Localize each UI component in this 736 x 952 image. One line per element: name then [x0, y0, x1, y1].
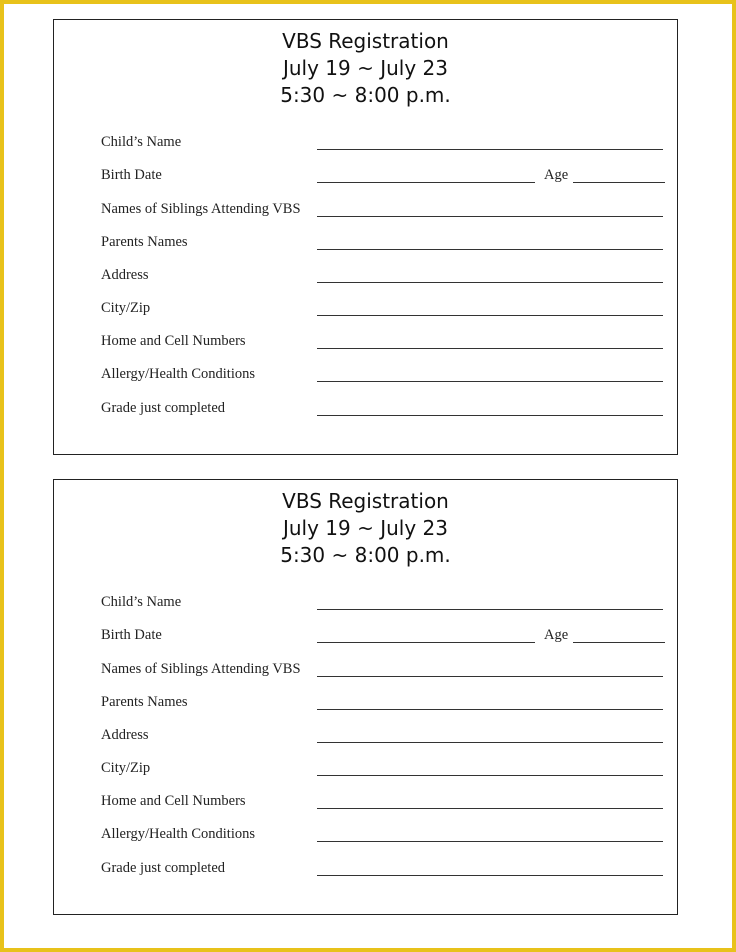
age-field[interactable] [573, 182, 665, 183]
field-label: Allergy/Health Conditions [101, 366, 255, 382]
city-zip-field[interactable] [317, 315, 663, 316]
field-row-childs-name [101, 594, 663, 614]
phone-numbers-field[interactable] [317, 348, 663, 349]
field-row-address [101, 727, 663, 747]
form-dates: July 19 ~ July 23 [282, 516, 449, 540]
parents-names-field[interactable] [317, 249, 663, 250]
form-time: 5:30 ~ 8:00 p.m. [280, 83, 451, 107]
field-label: Birth Date [101, 167, 162, 183]
field-label: Grade just completed [101, 400, 226, 416]
field-label: Parents Names [101, 694, 188, 710]
field-label: City/Zip [101, 760, 151, 776]
field-row-parents [101, 694, 663, 714]
birth-date-field[interactable] [317, 642, 535, 643]
field-row-birth-date [101, 627, 663, 647]
form-dates: July 19 ~ July 23 [282, 56, 449, 80]
age-label: Age [544, 627, 569, 643]
field-label: Child’s Name [101, 594, 182, 610]
field-label: Allergy/Health Conditions [101, 826, 255, 842]
registration-card-top [53, 19, 678, 455]
field-row-city-zip [101, 760, 663, 780]
allergy-field[interactable] [317, 381, 663, 382]
field-label: Birth Date [101, 627, 162, 643]
form-header [54, 28, 677, 109]
address-field[interactable] [317, 742, 663, 743]
form-title: VBS Registration [282, 489, 449, 513]
birth-date-field[interactable] [317, 182, 535, 183]
form-header [54, 488, 677, 569]
field-row-siblings [101, 661, 663, 681]
field-row-allergy [101, 826, 663, 846]
siblings-field[interactable] [317, 216, 663, 217]
field-row-phone [101, 333, 663, 353]
address-field[interactable] [317, 282, 663, 283]
field-label: Names of Siblings Attending VBS [101, 661, 301, 677]
field-label: Grade just completed [101, 860, 226, 876]
field-row-parents [101, 234, 663, 254]
field-row-allergy [101, 366, 663, 386]
field-label: City/Zip [101, 300, 151, 316]
childs-name-field[interactable] [317, 609, 663, 610]
field-label: Address [101, 267, 149, 283]
field-label: Home and Cell Numbers [101, 333, 246, 349]
field-label: Names of Siblings Attending VBS [101, 201, 301, 217]
grade-field[interactable] [317, 415, 663, 416]
childs-name-field[interactable] [317, 149, 663, 150]
field-row-phone [101, 793, 663, 813]
allergy-field[interactable] [317, 841, 663, 842]
age-field[interactable] [573, 642, 665, 643]
phone-numbers-field[interactable] [317, 808, 663, 809]
field-row-grade [101, 400, 663, 420]
parents-names-field[interactable] [317, 709, 663, 710]
grade-field[interactable] [317, 875, 663, 876]
field-row-address [101, 267, 663, 287]
age-label: Age [544, 167, 569, 183]
field-label: Home and Cell Numbers [101, 793, 246, 809]
form-title: VBS Registration [282, 29, 449, 53]
field-row-childs-name [101, 134, 663, 154]
field-label: Address [101, 727, 149, 743]
field-row-birth-date [101, 167, 663, 187]
field-label: Parents Names [101, 234, 188, 250]
siblings-field[interactable] [317, 676, 663, 677]
field-row-grade [101, 860, 663, 880]
city-zip-field[interactable] [317, 775, 663, 776]
field-row-siblings [101, 201, 663, 221]
field-row-city-zip [101, 300, 663, 320]
form-time: 5:30 ~ 8:00 p.m. [280, 543, 451, 567]
field-label: Child’s Name [101, 134, 182, 150]
registration-card-bottom [53, 479, 678, 915]
